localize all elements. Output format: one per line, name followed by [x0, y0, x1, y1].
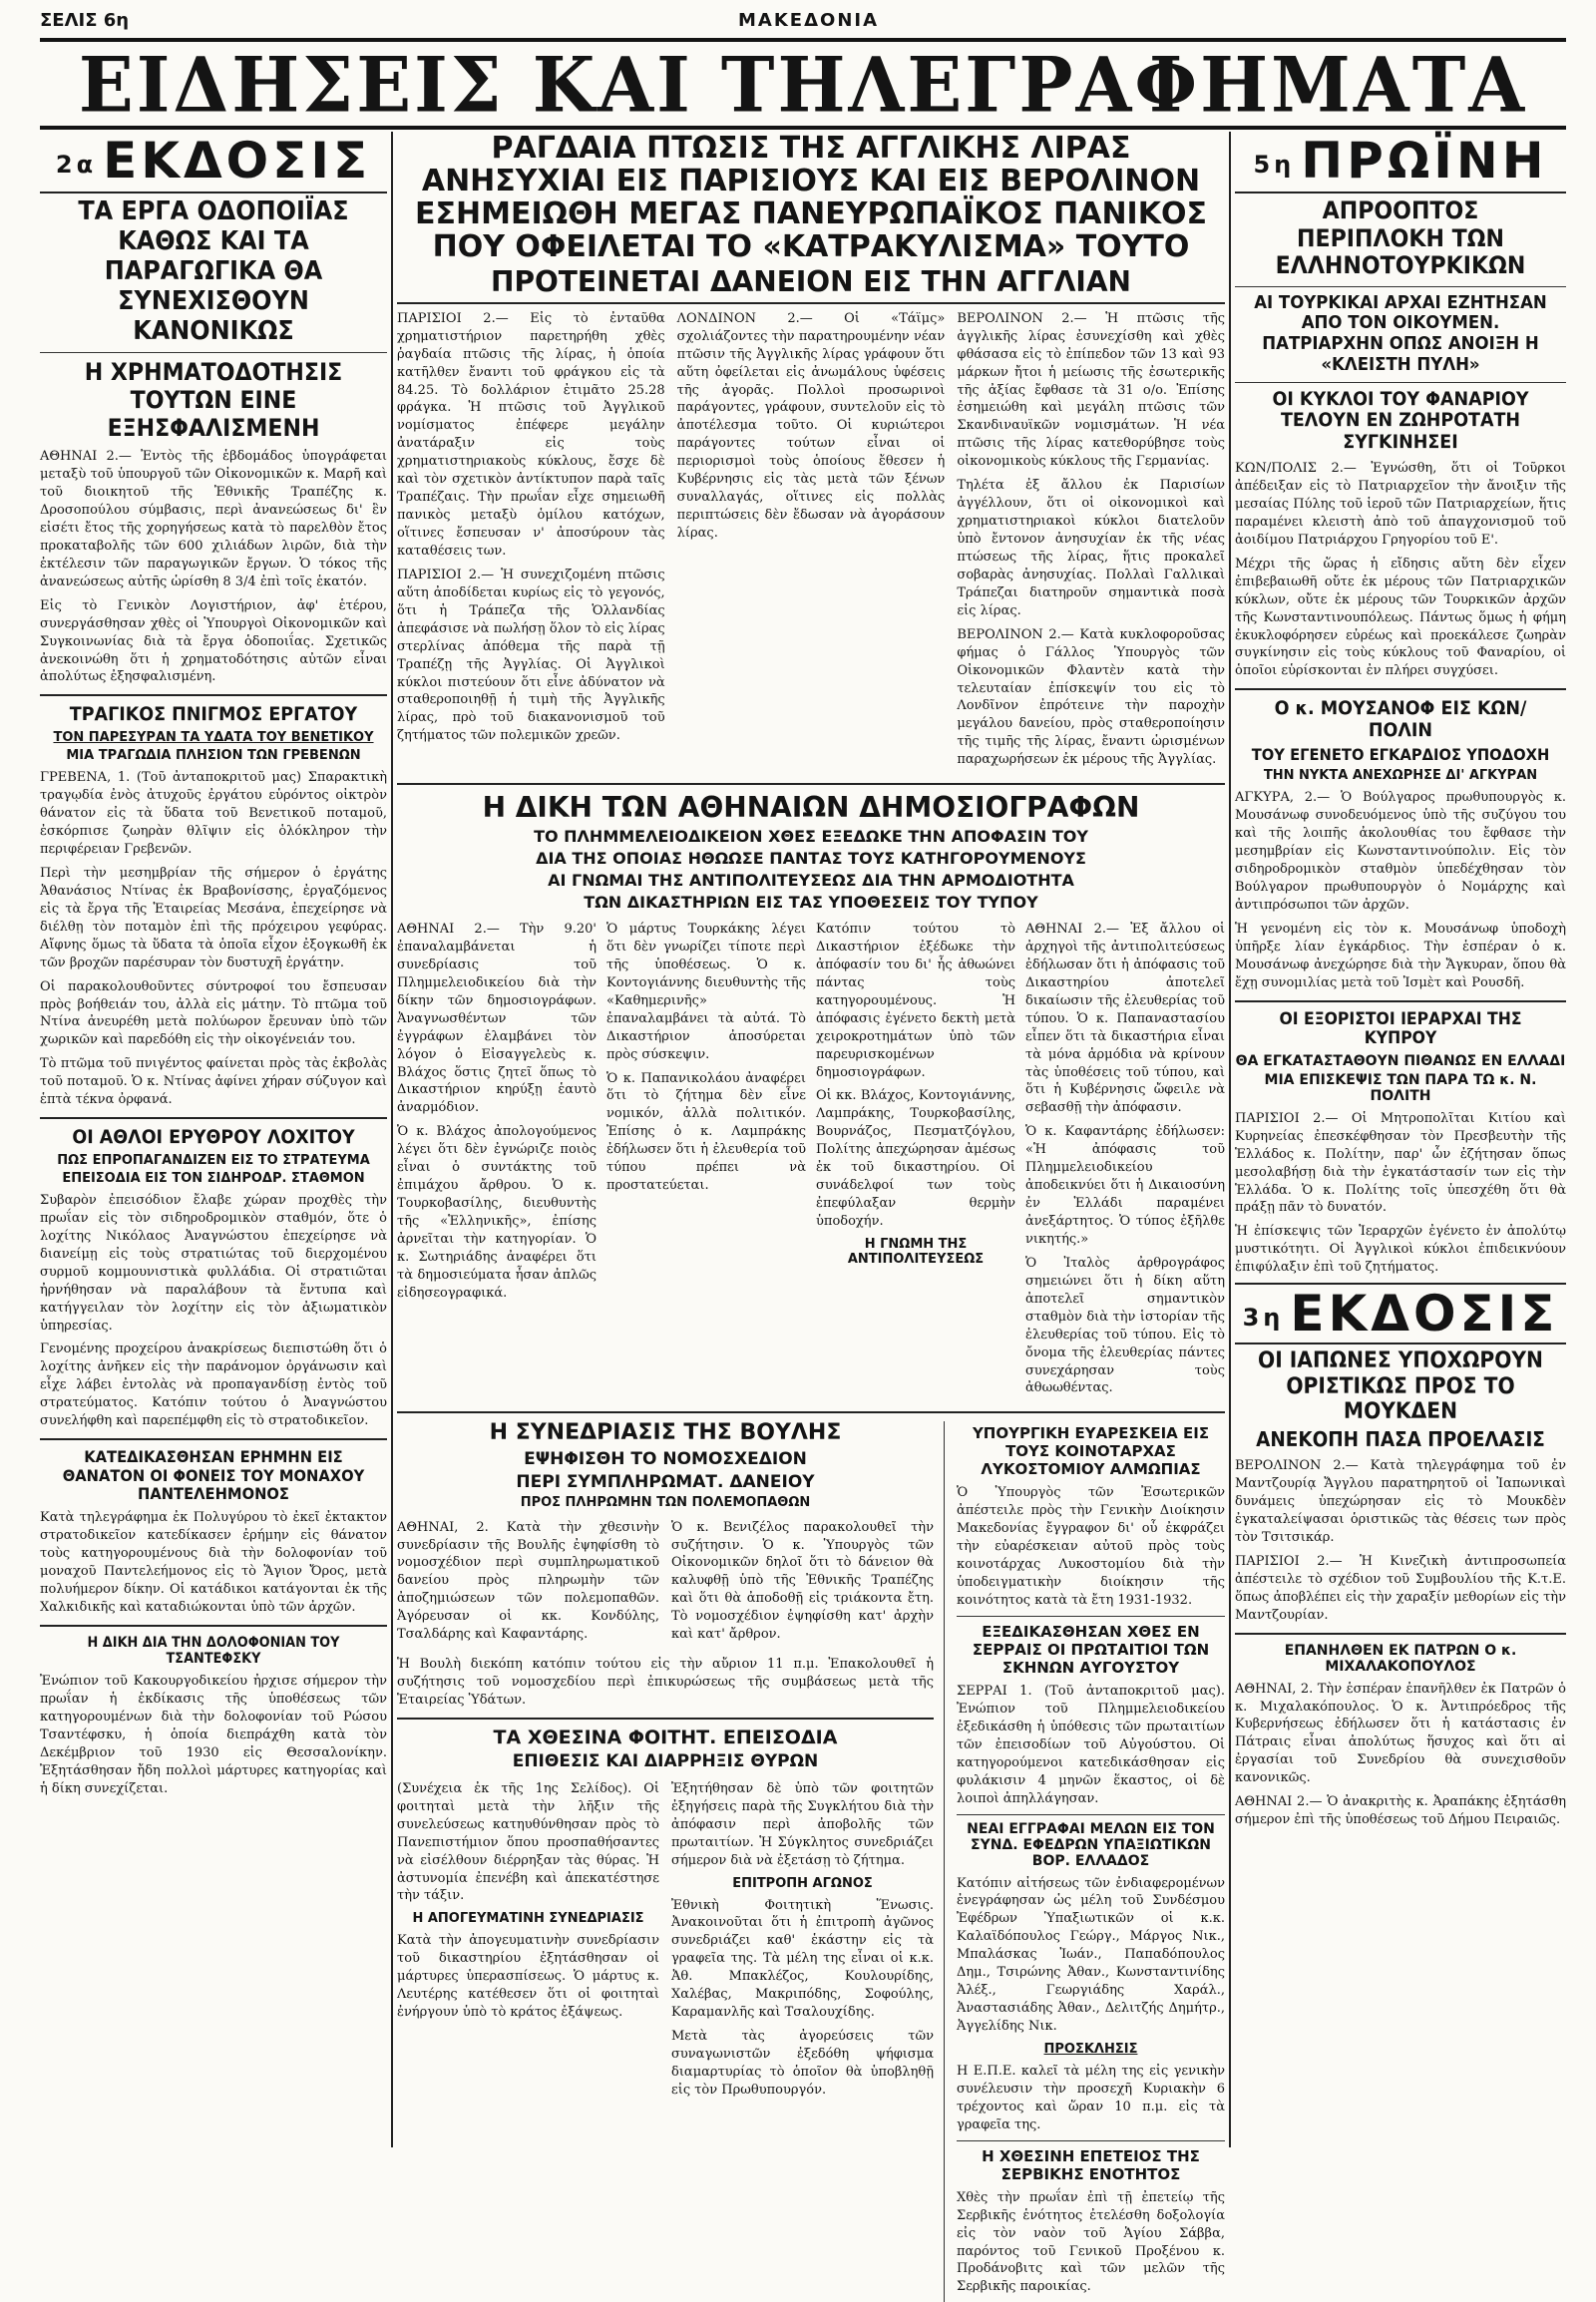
lead-article-p2: ΠΑΡΙΣΙΟΙ 2.— Ἡ συνεχιζομένη πτῶσις αὕτη ἀποδίδεται κυρίως εἰς τὸ γεγονός, ὅτι ἡ Τράπεζα τῆς Ὁλλανδίας ἀπεφάσισε νὰ πωλήσῃ ὅλον τὸ εἰς λίρας στερλίνας ἀπόθεμα τῆς παρὰ τῇ Τραπέζῃ τῆς Ἀγγλίας. Οἱ Ἀγγλικοὶ κύκλοι πιστεύουν ὅτι εἶνε ἀδύνατον νὰ σταθεροποιηθῇ ἡ τιμὴ τῆς Ἀγγλικῆς λίρας, πρὸ τοῦ διακανονισμοῦ τοῦ ζητήματος τῶν πολεμικῶν χρεῶν. [397, 567, 665, 744]
headline-death-sentence: ΚΑΤΕΔΙΚΑΣΘΗΣΑΝ ΕΡΗΜΗΝ ΕΙΣ ΘΑΝΑΤΟΝ ΟΙ ΦΟΝΕΙΣ ΤΟΥ ΜΟΝΑΧΟΥ ΠΑΝΤΕΛΕΗΜΟΝΟΣ [62, 1447, 365, 1503]
headline-japanese: ΟΙ ΙΑΠΩΝΕΣ ΥΠΟΧΩΡΟΥΝ ΟΡΙΣΤΙΚΩΣ ΠΡΟΣ ΤΟ ΜΟΥΚΔΕΝ [1257, 1348, 1544, 1424]
left-column [40, 132, 387, 2147]
students-p3: Κατὰ τὴν ἀπογευματινὴν συνεδρίασιν τοῦ δικαστηρίου ἐξητάσθησαν οἱ μάρτυρες ὑπερασπίσεως. Ὁ μάρτυς κ. Λευτέρης κατέθεσεν ὅτι οἱ φοιτηταὶ ἐνήργουν ὑπὸ τὸ κράτος ἐξάψεως. [397, 1933, 659, 2021]
serres-p1: ΣΕΡΡΑΙ 1. (Τοῦ ἀνταποκριτοῦ μας). Ἐνώπιον τοῦ Πλημμελειοδικείου ἐξεδικάσθη ἡ ὑπόθεσις τῶν πρωταιτίων τῶν ἐπεισοδίων τοῦ Αὐγούστου. Οἱ κατηγορούμενοι κατεδικάσθησαν εἰς φυλάκισιν 4 μηνῶν ἕκαστος, οἱ δὲ λοιποὶ ἀπηλλάγησαν. [957, 1683, 1225, 1806]
subhead-trial-2: ΔΙΑ ΤΗΣ ΟΠΟΙΑΣ ΗΘΩΩΣΕ ΠΑΝΤΑΣ ΤΟΥΣ ΚΑΤΗΓΟΡΟΥΜΕΝΟΥΣ [536, 849, 1086, 869]
headline-michalakopoulos: ΕΠΑΝΗΛΘΕΝ ΕΚ ΠΑΤΡΩΝ Ο κ. ΜΙΧΑΛΑΚΟΠΟΥΛΟΣ [1284, 1642, 1517, 1675]
top-strip [40, 8, 1566, 34]
subhead-mousanov-1: ΤΟΥ ΕΓΕΝΕΤΟ ΕΓΚΑΡΔΙΟΣ ΥΠΟΔΟΧΗ [1251, 745, 1550, 764]
subhead-cyprus-1: ΘΑ ΕΓΚΑΤΑΣΤΑΘΟΥΝ ΠΙΘΑΝΩΣ ΕΝ ΕΛΛΑΔΙ [1235, 1052, 1566, 1069]
lead-headline-5: ΠΡΟΤΕΙΝΕΤΑΙ ΔΑΝΕΙΟΝ ΕΙΣ ΤΗΝ ΑΓΓΛΙΑΝ [491, 265, 1131, 298]
subhead-struggle-committee: ΕΠΙΤΡΟΠΗ ΑΓΩΝΟΣ [732, 1875, 873, 1891]
edition-banner-5 [1235, 132, 1566, 193]
edition-number: 2α [55, 150, 98, 179]
invitation-p1: Η Ε.Π.Ε. καλεῖ τὰ μέλη της εἰς γενικὴν συνέλευσιν τὴν προσεχῆ Κυριακὴν 6 τρέχοντος καὶ ὥραν 10 π.μ. εἰς τὰ γραφεῖα της. [957, 2063, 1225, 2132]
lead-headline-1: ΡΑΓΔΑΙΑ ΠΤΩΣΙΣ ΤΗΣ ΑΓΓΛΙΚΗΣ ΛΙΡΑΣ [491, 131, 1131, 166]
reservists-p1: Κατόπιν αἰτήσεως τῶν ἐνδιαφερομένων ἐνεγράφησαν ὡς μέλη τοῦ Συνδέσμου Ἐφέδρων Ὑπαξιωτικῶν οἱ κ.κ. Καλαϊδόπουλος Γεώργ., Μάργος Νικ., Μπαλάσκας Ἰωάν., Παπαδόπουλος Δημ., Τσιρώνης Ἀθαν., Κωνσταντινίδης Ἀλέξ., Γεωργιάδης Χαράλ., Ἀναστασιάδης Ἀθαν., Δελιτζής Δημήτρ., Ἀγγελίδης Νικ. [957, 1875, 1225, 2035]
headline-drowning: ΤΡΑΓΙΚΟΣ ΠΝΙΓΜΟΣ ΕΡΓΑΤΟΥ [69, 703, 358, 726]
parliament-p3: Ἡ Βουλὴ διεκόπη κατόπιν τούτου εἰς τὴν αὔριον 11 π.μ. Ἐπακολουθεῖ ἡ συζήτησις τοῦ νομοσχεδίου περὶ ἐπικυρώσεως τῆς συμβάσεως μετὰ τῆς Ἑταιρείας Ὑδάτων. [397, 1657, 934, 1709]
lower-center [397, 1421, 1225, 2302]
article-drowning-p3: Οἱ παρακολουθοῦντες σύντροφοί του ἔσπευσαν πρὸς βοήθειάν του, ἀλλὰ εἰς μάτην. Τὸ πτῶμα τοῦ Ντίνα ἀνευρέθη μετὰ πολύωρον ἔρευναν ὑπὸ τῶν χωρικῶν καὶ παρεδόθη εἰς τὴν οἰκογένειάν του. [40, 978, 387, 1048]
praise-p1: Ὁ Ὑπουργὸς τῶν Ἐσωτερικῶν ἀπέστειλε πρὸς τὴν Γενικὴν Διοίκησιν Μακεδονίας ἔγγραφον δι' οὗ ἐκφράζει τὴν εὐαρέσκειαν αὐτοῦ πρὸς τοὺς κοινοτάρχας Λυκοστομίου διὰ τὴν ὑποδειγματικὴν διοίκησιν τῆς κοινότητος κατὰ τὰ ἔτη 1931-1932. [957, 1485, 1225, 1609]
subhead-invitation: ΠΡΟΣΚΛΗΣΙΣ [1043, 2041, 1138, 2057]
headline-cyprus-hierarchs: ΟΙ ΕΞΟΡΙΣΤΟΙ ΙΕΡΑΡΧΑΙ ΤΗΣ ΚΥΠΡΟΥ [1279, 1008, 1522, 1049]
trial-p1: ΑΘΗΝΑΙ 2.— Τὴν 9.20' ἐπαναλαμβάνεται ἡ συνεδρίασις τοῦ Πλημμελειοδικείου διὰ τὴν δίκην τῶν δημοσιογράφων. Ἀναγνωσθέντων τῶν ἐγγράφων ἐλαμβάνει τὸν λόγον ὁ Εἰσαγγελεὺς κ. Βλάχος ὅστις ζητεῖ ὅπως τὸ Δικαστήριον κηρύξῃ ἑαυτὸ ἀναρμόδιον. [397, 922, 597, 1116]
subhead-mousanov-2: ΤΗΝ ΝΥΚΤΑ ΑΝΕΧΩΡΗΣΕ ΔΙ' ΑΓΚΥΡΑΝ [1263, 768, 1538, 784]
mousanov-p1: ΑΓΚΥΡΑ, 2.— Ὁ Βούλγαρος πρωθυπουργὸς κ. Μουσάνωφ συνοδευόμενος ὑπὸ τῆς συζύγου του καὶ τῆς λοιπῆς ἀκολουθίας του ἔφθασε τὴν μεσημβρίαν εἰς Κωνσταντινούπολιν. Εἰς τὸν σιδηροδρομικὸν σταθμὸν ὑπεδέχθησαν τὸν Βούλγαρον πρωθυπουργὸν ὁ Νομάρχης καὶ ἀντιπρόσωποι τῶν ἀρχῶν. [1235, 790, 1566, 914]
lead-article-p3: ΛΟΝΔΙΝΟΝ 2.— Οἱ «Τάϊμς» σχολιάζοντες τὴν παρατηρουμένην νέαν πτῶσιν τῆς Ἀγγλικῆς λίρας γράφουν ὅτι αὕτη ὀφείλεται εἰς ἀνωμάλους ὑφέσεις τῆς ἀγορᾶς. Πολλοὶ προσωρινοὶ παράγοντες, γράφουν, συντελοῦν εἰς τὸ ἀποτέλεσμα τοῦτο. Οἱ κυριώτεροι παράγοντες τούτων εἶναι οἱ περιορισμοὶ τοὺς ὁποίους ἔθεσεν ἡ Κυβέρνησις εἰς τὰς μετὰ τῶν ξένων συναλλαγάς, οἵτινες εἰς πολλὰς περιπτώσεις δὲν ἔδωσαν νὰ ἀγοράσουν λίρας. [676, 310, 946, 542]
subhead-parliament-2: ΠΕΡΙ ΣΥΜΠΛΗΡΩΜΑΤ. ΔΑΝΕΙΟΥ [516, 1471, 815, 1492]
headline-greek-turkish: ΑΠΡΟΟΠΤΟΣ ΠΕΡΙΠΛΟΚΗ ΤΩΝ ΕΛΛΗΝΟΤΟΥΡΚΙΚΩΝ [1275, 196, 1526, 280]
subhead-red-sergeant-2: ΕΠΕΙΣΟΔΙΑ ΕΙΣ ΤΟΝ ΣΙΔΗΡΟΔΡ. ΣΤΑΘΜΟΝ [62, 1170, 365, 1186]
lead-article-p5: Τηλέτα ἐξ ἄλλου ἐκ Παρισίων ἀγγέλλουν, ὅτι οἱ οἰκονομικοὶ καὶ χρηματιστηριακοὶ κύκλοι διατελοῦν ὑπὸ ἔντονον ἀνησυχίαν ἐκ τῆς νέας πτώσεως τῆς λίρας, ἥτις προκαλεῖ σοβαρὰς ἀνησυχίας. Πολλαὶ Γαλλικαὶ Τράπεζαι διατηροῦν σημαντικὰ ποσὰ εἰς λίρας. [957, 478, 1226, 618]
michalakopoulos-p2: ΑΘΗΝΑΙ 2.— Ὁ ἀνακριτὴς κ. Ἀραπάκης ἐξητάσθη σήμερον ἐπὶ τῆς ὑποθέσεως τοῦ Δήμου Πειραιῶς. [1235, 1794, 1566, 1828]
trial-p3: Ὁ μάρτυς Τουρκάκης λέγει ὅτι δὲν γνωρίζει τίποτε περὶ τῆς ὑποθέσεως. Ὁ κ. Κοντογιάννης διευθυντὴς τῆς «Καθημερινῆς» ἐπαναλαμβάνει τὰ αὐτά. Τὸ Δικαστήριον ἀποσύρεται πρὸς σύσκεψιν. [606, 922, 806, 1062]
patriarch-p1: ΚΩΝ/ΠΟΛΙΣ 2.— Ἐγνώσθη, ὅτι οἱ Τοῦρκοι ἀπέδειξαν εἰς τὸ Πατριαρχεῖον τὴν ἄνοιξιν τῆς μεσαίας Πύλης τοῦ ἱεροῦ τῶν Πατριαρχείων, ἥτις παραμένει κλειστὴ ἀπὸ τοῦ ἀπαγχονισμοῦ τοῦ ἀοιδίμου Πατριάρχου Γρηγορίου τοῦ Ε'. [1235, 461, 1566, 548]
parliament-p1: ΑΘΗΝΑΙ, 2. Κατὰ τὴν χθεσινὴν συνεδρίασιν τῆς Βουλῆς ἐψηφίσθη τὸ νομοσχέδιον περὶ συμπληρωματικοῦ δανείου πρὸς πληρωμὴν τῶν ἀποζημιώσεων τῶν πολεμοπαθῶν. Ἀγόρευσαν οἱ κκ. Κονδύλης, Τσαλδάρης καὶ Καφαντάρης. [397, 1519, 659, 1643]
article-road-p1: ΑΘΗΝΑΙ 2.— Ἐντὸς τῆς ἑβδομάδος ὑπογράφεται μεταξὺ τοῦ ὑπουργοῦ τῶν Οἰκονομικῶν κ. Μαρῆ καὶ τοῦ διοικητοῦ τῆς Ἐθνικῆς Τραπέζης κ. Δροσοπούλου σύμβασις, περὶ ἀνανεώσεως δι' ἓν εἰσέτι ἔτος τῆς χορηγήσεως κατὰ τὸ παρελθὸν ἔτος προκαταβολῆς τῶν 600 χιλιάδων λιρῶν, διὰ τὴν ἐκτέλεσιν τῶν παραγωγικῶν ἔργων. Ὁ τόκος τῆς ἀνανεώσεως αὐτῆς ὡρίσθη 8 3/4 ἐπὶ τοῖς ἑκατόν. [40, 449, 387, 589]
subhead-cyprus-2: ΜΙΑ ΕΠΙΣΚΕΨΙΣ ΤΩΝ ΠΑΡΑ ΤΩ κ. Ν. ΠΟΛΙΤΗ [1264, 1071, 1537, 1104]
masthead [40, 38, 1566, 130]
lead-headline-block [397, 132, 1225, 304]
article-red-sergeant-p1: Συβαρὸν ἐπεισόδιον ἔλαβε χώραν προχθὲς τὴν πρωΐαν εἰς τὸν σιδηροδρομικὸν σταθμόν, ὅτε ὁ λοχίτης Νικόλαος Ἀναγνώστου ἐπεχείρησε νὰ διανείμῃ εἰς τοὺς στρατιώτας τοῦ διερχομένου συρμοῦ κομμουνιστικὰ φυλλάδια. Οἱ στρατιῶται ἠρνήθησαν νὰ παραλάβουν τὰ ἔντυπα καὶ κατήγγειλαν τὸν λοχίτην εἰς τὸν ἀξιωματικὸν ὑπηρεσίας. [40, 1192, 387, 1334]
edition-banner-2 [40, 132, 387, 193]
headline-road-works: ΤΑ ΕΡΓΑ ΟΔΟΠΟΙΪΑΣ ΚΑΘΩΣ ΚΑΙ ΤΑ ΠΑΡΑΓΩΓΙΚΑ ΘΑ ΣΥΝΕΧΙΣΘΟΥΝ ΚΑΝΟΝΙΚΩΣ [78, 196, 349, 346]
subhead-drowning-2: ΜΙΑ ΤΡΑΓΩΔΙΑ ΠΛΗΣΙΟΝ ΤΩΝ ΓΡΕΒΕΝΩΝ [66, 748, 361, 764]
subhead-opposition: Η ΓΝΩΜΗ ΤΗΣ ΑΝΤΙΠΟΛΙΤΕΥΣΕΩΣ [847, 1236, 985, 1267]
subhead-patriarch: ΑΙ ΤΟΥΡΚΙΚΑΙ ΑΡΧΑΙ ΕΖΗΤΗΣΑΝ ΑΠΟ ΤΟΝ ΟΙΚΟΥΜΕΝ. ΠΑΤΡΙΑΡΧΗΝ ΟΠΩΣ ΑΝΟΙΞΗ Η «ΚΛΕΙΣΤΗ ΠΥΛΗ» [1254, 291, 1547, 375]
headline-serres-trial: ΕΞΕΔΙΚΑΣΘΗΣΑΝ ΧΘΕΣ ΕΝ ΣΕΡΡΑΙΣ ΟΙ ΠΡΩΤΑΙΤΙΟΙ ΤΩΝ ΣΚΗΝΩΝ ΑΥΓΟΥΣΤΟΥ [972, 1622, 1210, 1677]
lead-headline-3: ΕΣΗΜΕΙΩΘΗ ΜΕΓΑΣ ΠΑΝΕΥΡΩΠΑΪΚΟΣ ΠΑΝΙΚΟΣ [415, 196, 1207, 231]
article-drowning-p4: Τὸ πτῶμα τοῦ πνιγέντος φαίνεται πρὸς τὰς ἐκβολὰς τοῦ ποταμοῦ. Ὁ κ. Ντίνας ἀφίνει χήραν σύζυγον καὶ ἑπτὰ τέκνα ὀρφανά. [40, 1056, 387, 1108]
trial-p8: Ὁ κ. Καφαντάρης ἐδήλωσεν: «Ἡ ἀπόφασις τοῦ Πλημμελειοδικείου ἀποδεικνύει ὅτι ἡ Δικαιοσύνη ἐν Ἑλλάδι παραμένει ἀνεξάρτητος. Ὁ τύπος ἐξῆλθε νικητής.» [1025, 1124, 1225, 1247]
headline-financing: Η ΧΡΗΜΑΤΟΔΟΤΗΣΙΣ ΤΟΥΤΩΝ ΕΙΝΕ ΕΞΗΣΦΑΛΙΣΜΕΝΗ [84, 358, 343, 442]
lead-article-p1: ΠΑΡΙΣΙΟΙ 2.— Εἰς τὸ ἐνταῦθα χρηματιστήριον παρετηρήθη χθὲς ῥαγδαία πτῶσις τῆς λίρας, ἡ ὁποία κατῆλθεν ἔναντι τοῦ φράγκου εἰς τὰ 84.25. Τὸ δολλάριον ἐτιμᾶτο 25.28 φράγκα. Ἡ πτῶσις τοῦ Ἀγγλικοῦ νομίσματος ἐπέφερε μεγάλην ἀνατάραξιν εἰς τοὺς χρηματιστηριακοὺς κύκλους, ἔσχε δὲ καὶ τὸν σχετικὸν ἀντίκτυπον παρὰ ταῖς Τραπέζαις. Τὴν πρωΐαν εἶχε σημειωθῆ πανικὸς μεταξὺ ὁμίλου κατόχων, οἵτινες ἔσπευσαν ν' ἀποσύρουν τὰς καταθέσεις των. [397, 310, 665, 559]
subhead-japanese: ΑΝΕΚΟΠΗ ΠΑΣΑ ΠΡΟΕΛΑΣΙΣ [1256, 1427, 1545, 1452]
subhead-parliament-1: ΕΨΗΦΙΣΘΗ ΤΟ ΝΟΜΟΣΧΕΔΙΟΝ [524, 1448, 807, 1469]
patriarch-p2: Μέχρι τῆς ὥρας ἡ εἴδησις αὕτη δὲν εἶχεν ἐπιβεβαιωθῆ οὔτε ἐκ μέρους τῶν Πατριαρχικῶν κύκλων, οὔτε ἐκ μέρους τῶν Τουρκικῶν ἀρχῶν τῆς Κωνσταντινουπόλεως. Πάντως ὅμως ἡ φήμη ἐκυκλοφόρησεν εὐρέως καὶ προεκάλεσε ζωηρὰν συγκίνησιν εἰς τοὺς κύκλους τοῦ Φαναρίου, οἱ ὁποῖοι εὑρίσκονται ἐν πλήρει συγχύσει. [1235, 556, 1566, 679]
students-p1: (Συνέχεια ἐκ τῆς 1ης Σελίδος). Οἱ φοιτηταὶ μετὰ τὴν λῆξιν τῆς συνελεύσεως κατηυθύνθησαν πρὸς τὸ Πανεπιστήμιον ὅπου προσπαθήσαντες νὰ εἰσέλθουν διέρρηξαν τὰς θύρας. Ἡ ἀστυνομία ἐπενέβη καὶ ἀπεκατέστησε τὴν τάξιν. [397, 1780, 659, 1904]
michalakopoulos-p1: ΑΘΗΝΑΙ, 2. Τὴν ἑσπέραν ἐπανῆλθεν ἐκ Πατρῶν ὁ κ. Μιχαλακόπουλος. Ὁ κ. Ἀντιπρόεδρος τῆς Κυβερνήσεως ἐδήλωσεν ὅτι ἡ κατάστασις ἐν Πάτραις εἶναι ἀπολύτως ἥσυχος καὶ ὅτι αἱ ἐργασίαι τοῦ Συνεδρίου θὰ συνεχισθοῦν κανονικῶς. [1235, 1681, 1566, 1786]
edition-3-number: 3η [1242, 1303, 1285, 1332]
article-death-sentence: Κατὰ τηλεγράφημα ἐκ Πολυγύρου τὸ ἐκεῖ ἐκτακτον στρατοδικεῖον κατεδίκασεν ἐρήμην εἰς θάνατον τοὺς κατηγορουμένους διὰ τὴν δολοφονίαν τοῦ μοναχοῦ Παντελεήμονος εἰς τὸ Ἅγιον Ὄρος, μετὰ πολυήμερον δίκην. Οἱ κατάδικοι κατάγονται ἐκ τῆς Χαλκιδικῆς καὶ καταδιώκονται ὑπὸ τῶν ἀρχῶν. [40, 1510, 387, 1616]
subhead-afternoon-session: Η ΑΠΟΓΕΥΜΑΤΙΝΗ ΣΥΝΕΔΡΙΑΣΙΣ [412, 1911, 644, 1927]
headline-murder-trial: Η ΔΙΚΗ ΔΙΑ ΤΗΝ ΔΟΛΟΦΟΝΙΑΝ ΤΟΥ ΤΣΑΝΤΕΦΣΚΥ [87, 1634, 340, 1668]
paper-name: ΜΑΚΕΔΟΝΙΑ [738, 10, 880, 31]
headline-reservists: ΝΕΑΙ ΕΓΓΡΑΦΑΙ ΜΕΛΩΝ ΕΙΣ ΤΟΝ ΣΥΝΔ. ΕΦΕΔΡΩΝ ΥΠΑΞΙΩΤΙΚΩΝ ΒΟΡ. ΕΛΛΑΔΟΣ [967, 1820, 1215, 1869]
center-column [397, 131, 1226, 2295]
trial-p7: ΑΘΗΝΑΙ 2.— Ἐξ ἄλλου οἱ ἀρχηγοὶ τῆς ἀντιπολιτεύσεως ἐδήλωσαν ὅτι ἡ ἀπόφασις τοῦ Δικαστηρίου ἀποτελεῖ δικαίωσιν τῆς ἐλευθερίας τοῦ τύπου. Ὁ κ. Παπαναστασίου εἶπεν ὅτι τὰ δικαστήρια εἶναι τὰ μόνα ἁρμόδια νὰ κρίνουν τὰς ὑποθέσεις τοῦ τύπου, καὶ ὅτι ἡ Κυβέρνησις ὤφειλε νὰ σεβασθῇ τὴν ἀπόφασιν. [1025, 922, 1225, 1116]
trial-p6: Οἱ κκ. Βλάχος, Κοντογιάννης, Λαμπράκης, Τουρκοβασίλης, Βουρνάζος, Πεσματζόγλου, Πολίτης ἀπεχώρησαν ἀμέσως ἐκ τοῦ δικαστηρίου. Οἱ συνάδελφοί των τοὺς ἐπεφύλαξαν θερμὴν ὑποδοχήν. [816, 1088, 1015, 1230]
japanese-p2: ΠΑΡΙΣΙΟΙ 2.— Ἡ Κινεζικὴ ἀντιπροσωπεία ἀπέστειλε τὸ σχέδιον τοῦ Συμβουλίου τῆς Κ.τ.Ε. ὅπως ἀποβλέπει εἰς τὴν χαραξίν μεθορίων εἰς τὴν Μαντζουρίαν. [1235, 1553, 1566, 1623]
edition-5-word: ΠΡΩΪΝΗ [1301, 132, 1548, 190]
subhead-trial-1: ΤΟ ΠΛΗΜΜΕΛΕΙΟΔΙΚΕΙΟΝ ΧΘΕΣ ΕΞΕΔΩΚΕ ΤΗΝ ΑΠΟΦΑΣΙΝ ΤΟΥ [534, 827, 1088, 847]
column-divider-right [1229, 132, 1231, 2147]
committee-p1: Ἐθνικὴ Φοιτητικὴ Ἕνωσις. Ἀνακοινοῦται ὅτι ἡ ἐπιτροπὴ ἀγῶνος συνεδριάζει καθ' ἑκάστην εἰς τὰ γραφεῖα της. Τὰ μέλη της εἶναι οἱ κ.κ. Ἀθ. Μπακλέζος, Κουλουρίδης, Χαλέβας, Μακριπόδης, Σοφούλης, Καραμανλῆς καὶ Τσαλουχίδης. [671, 1897, 934, 2021]
subhead-drowning-1: ΤΟΝ ΠΑΡΕΣΥΡΑΝ ΤΑ ΥΔΑΤΑ ΤΟΥ ΒΕΝΕΤΙΚΟΥ [53, 730, 374, 746]
headline-journalists-trial: Η ΔΙΚΗ ΤΩΝ ΑΘΗΝΑΙΩΝ ΔΗΜΟΣΙΟΓΡΑΦΩΝ [482, 791, 1140, 825]
trial-p9: Ὁ Ἰταλὸς ἀρθρογράφος σημειώνει ὅτι ἡ δίκη αὕτη ἀποτελεῖ σημαντικὸν σταθμὸν διὰ τὴν ἱστορίαν τῆς ἐλευθερίας τοῦ τύπου. Εἰς τὸ ὄνομα τῆς ἐλευθερίας πάντες συνεχάρησαν τοὺς ἀθωωθέντας. [1025, 1255, 1225, 1396]
article-drowning-p2: Περὶ τὴν μεσημβρίαν τῆς σήμερον ὁ ἐργάτης Ἀθανάσιος Ντίνας ἐκ Βραβονίσσης, ἐργαζόμενος εἰς τὰ ἔργα τῆς Ἑταιρείας Μεσάνα, ἐπεχείρησε νὰ διέλθῃ τὸν ποταμὸν ἐπὶ τῆς πρόχειρου γεφύρας. Αἴφνης ὅμως τὰ ὕδατα τὰ ὁποῖα εἶχον ἐξογκωθῆ ἐκ τῶν βροχῶν παρέσυραν τὸν δυστυχῆ ἐργάτην. [40, 865, 387, 970]
japanese-p1: ΒΕΡΟΛΙΝΟΝ 2.— Κατὰ τηλεγράφημα τοῦ ἐν Μαντζουρίᾳ Ἄγγλου παρατηρητοῦ οἱ Ἰαπωνικαὶ δυνάμεις ὑπεχώρησαν εἰς τὸ Μουκδὲν ἐγκαταλείψασαι ὁριστικῶς τὰς θέσεις των πρὸς τὸν Τσιτσικάρ. [1235, 1458, 1566, 1545]
column-divider-left [391, 132, 393, 2147]
headline-red-sergeant: ΟΙ ΑΘΛΟΙ ΕΡΥΘΡΟΥ ΛΟΧΙΤΟΥ [72, 1126, 355, 1149]
cyprus-p2: Ἡ ἐπίσκεψις τῶν Ἱεραρχῶν ἐγένετο ἐν ἀπολύτῳ μυστικότητι. Οἱ Ἀγγλικοὶ κύκλοι ἐπιδεικνύουν ἐπιφύλαξιν ἐπὶ τοῦ ζητήματος. [1235, 1224, 1566, 1276]
headline-student-incidents: ΤΑ ΧΘΕΣΙΝΑ ΦΟΙΤΗΤ. ΕΠΕΙΣΟΔΙΑ [493, 1726, 838, 1748]
headline-parliament: Η ΣΥΝΕΔΡΙΑΣΙΣ ΤΗΣ ΒΟΥΛΗΣ [489, 1420, 842, 1446]
subhead-trial-3: ΑΙ ΓΝΩΜΑΙ ΤΗΣ ΑΝΤΙΠΟΛΙΤΕΥΣΕΩΣ ΔΙΑ ΤΗΝ ΑΡΜΟΔΙΟΤΗΤΑ [548, 871, 1074, 891]
journalists-trial-block [397, 793, 1225, 1403]
subhead-fanari: ΟΙ ΚΥΚΛΟΙ ΤΟΥ ΦΑΝΑΡΙΟΥ ΤΕΛΟΥΝ ΕΝ ΖΩΗΡΟΤΑΤΗ ΣΥΓΚΙΝΗΣΕΙ [1272, 387, 1529, 454]
lead-article-p4: ΒΕΡΟΛΙΝΟΝ 2.— Ἡ πτῶσις τῆς ἀγγλικῆς λίρας ἐσυνεχίσθη καὶ χθὲς φθάσασα εἰς τὸ ἐπίπεδον τῶν 13 καὶ 93 μάρκων ἤτοι ἡ μείωσις τῆς ἐσωτερικῆς τῆς ἀξίας ἔφθασε τὰ 31 ο/ο. Ἐπίσης ἐσημειώθη καὶ μεγάλη πτῶσις τῶν Σκανδιναυϊκῶν νομισμάτων. Ἡ νέα πτῶσις τῆς λίρας κατεθορύβησε τοὺς οἰκονομικοὺς κύκλους τῆς Γερμανίας. [957, 310, 1226, 470]
trial-p2: Ὁ κ. Βλάχος ἀπολογούμενος λέγει ὅτι δὲν ἐγνώριζε ποιὸς εἶναι ὁ συντάκτης τοῦ ἐπιμάχου ἄρθρου. Ὁ κ. Τουρκοβασίλης, διευθυντὴς τῆς «Ἑλληνικῆς», ἐπίσης ἀρνεῖται τὴν κατηγορίαν. Ὁ κ. Σωτηριάδης ἀναφέρει ὅτι τὰ δημοσιεύματα ἦσαν ἀπλῶς εἰδησεογραφικά. [397, 1124, 597, 1301]
lead-article-p6: ΒΕΡΟΛΙΝΟΝ 2.— Κατὰ κυκλοφοροῦσας φήμας ὁ Γάλλος Ὑπουργὸς τῶν Οἰκονομικῶν Φλαντὲν κατὰ τὴν τελευταίαν ἐπίσκεψίν του εἰς τὸ Λονδῖνον ἐπρότεινε τὴν παροχὴν μεγάλου δανείου, πρὸς σταθεροποίησιν τῆς τιμῆς τῆς λίρας, ἔναντι ὡρισμένων παραχωρήσεων ἐκ μέρους τῆς Ἀγγλίας. [957, 626, 1226, 768]
article-road-p2: Εἰς τὸ Γενικὸν Λογιστήριον, ἀφ' ἑτέρου, συνεργάσθησαν χθὲς οἱ Ὑπουργοὶ Οἰκονομικῶν καὶ Συγκοινωνίας διὰ τὰ ἔργα ὁδοποιΐας. Σχετικῶς ἀνεκοινώθη ὅτι ἡ χρηματοδότησις αὐτῶν εἶναι ἀπολύτως ἐξησφαλισμένη. [40, 597, 387, 685]
article-murder-trial: Ἐνώπιον τοῦ Κακουργοδικείου ἠρχισε σήμερον τὴν πρωΐαν ἡ ἐκδίκασις τῆς ὑποθέσεως τῶν κατηγορουμένων διὰ τὴν δολοφονίαν τοῦ Ρώσου Τσαντέφσκυ, ἡ ὁποία διεπράχθη κατὰ τὸν Δεκέμβριον τοῦ 1930 εἰς Θεσσαλονίκην. Ἐξητάσθησαν ἤδη πολλοὶ μάρτυρες κατηγορίας καὶ ἡ δίκη συνεχίζεται. [40, 1674, 387, 1796]
lead-headline-4: ΠΟΥ ΟΦΕΙΛΕΤΑΙ ΤΟ «ΚΑΤΡΑΚΥΛΙΣΜΑ» ΤΟΥΤΟ [432, 229, 1190, 264]
students-p2: Ἐξητήθησαν δὲ ὑπὸ τῶν φοιτητῶν ἐξηγήσεις παρὰ τῆς Συγκλήτου διὰ τὴν ἀπόφασιν περὶ ἀποβολῆς τῶν πρωταιτίων. Ἡ Σύγκλητος συνεδριάζει σήμερον διὰ νὰ ἐξετάσῃ τὸ ζήτημα. [671, 1780, 934, 1868]
subhead-trial-4: ΤΩΝ ΔΙΚΑΣΤΗΡΙΩΝ ΕΙΣ ΤΑΣ ΥΠΟΘΕΣΕΙΣ ΤΟΥ ΤΥΠΟΥ [584, 893, 1038, 913]
trial-p5: Κατόπιν τούτου τὸ Δικαστήριον ἐξέδωκε τὴν ἀπόφασίν του δι' ἧς ἀθωώνει πάντας τοὺς κατηγορουμένους. Ἡ ἀπόφασις ἐγένετο δεκτὴ μετὰ χειροκροτημάτων ὑπὸ τῶν παρευρισκομένων δημοσιογράφων. [816, 922, 1015, 1080]
edition-3-word: ΕΚΔΟΣΙΣ [1290, 1285, 1559, 1343]
mousanov-p2: Ἡ γενομένη εἰς τὸν κ. Μουσάνωφ ὑποδοχὴ ὑπῆρξε λίαν ἐγκάρδιος. Τὴν ἑσπέραν ὁ κ. Μουσάνωφ ἀνεχώρησε διὰ τὴν Ἄγκυραν, ὅπου θὰ ἔχῃ συνομιλίας μετὰ τοῦ Ἰσμὲτ καὶ Ρουσδῆ. [1235, 921, 1566, 990]
page-label: ΣΕΛΙΣ 6η [40, 10, 130, 31]
headline-ministerial-praise: ΥΠΟΥΡΓΙΚΗ ΕΥΑΡΕΣΚΕΙΑ ΕΙΣ ΤΟΥΣ ΚΟΙΝΟΤΑΡΧΑΣ ΛΥΚΟΣΤΟΜΙΟΥ ΑΛΜΩΠΙΑΣ [972, 1424, 1210, 1479]
subhead-red-sergeant-1: ΠΩΣ ΕΠΡΟΠΑΓΑΝΔΙΖΕΝ ΕΙΣ ΤΟ ΣΤΡΑΤΕΥΜΑ [57, 1152, 370, 1168]
right-column [1235, 132, 1566, 2147]
article-red-sergeant-p2: Γενομένης προχείρου ἀνακρίσεως διεπιστώθη ὅτι ὁ λοχίτης ἀνῆκεν εἰς τὴν παράνομον ὀργάνωσιν καὶ εἶχε λάβει ἐντολὰς νὰ προπαγανδίσῃ ἐντὸς τοῦ στρατεύματος. Κατόπιν τούτου ὁ Ἀναγνώστου συνελήφθη καὶ παρεπέμφθη εἰς τὸ στρατοδικεῖον. [40, 1342, 387, 1429]
masthead-title: ΕΙΔΗΣΕΙΣ ΚΑΙ ΤΗΛΕΓΡΑΦΗΜΑΤΑ [78, 39, 1528, 129]
headline-serbian-anniversary: Η ΧΘΕΣΙΝΗ ΕΠΕΤΕΙΟΣ ΤΗΣ ΣΕΡΒΙΚΗΣ ΕΝΟΤΗΤΟΣ [982, 2146, 1200, 2183]
parliament-p2: Ὁ κ. Βενιζέλος παρακολουθεῖ τὴν συζήτησιν. Ὁ κ. Ὑπουργὸς τῶν Οἰκονομικῶν δηλοῖ ὅτι τὸ δάνειον θὰ καλυφθῇ ὑπὸ τῆς Ἐθνικῆς Τραπέζης καὶ ὅτι θὰ ἀποδοθῇ εἰς τριάκοντα ἔτη. Τὸ νομοσχέδιον ἐψηφίσθη κατ' ἀρχὴν καὶ κατ' ἄρθρον. [671, 1519, 934, 1643]
subhead-parliament-3: ΠΡΟΣ ΠΛΗΡΩΜΗΝ ΤΩΝ ΠΟΛΕΜΟΠΑΘΩΝ [520, 1494, 811, 1510]
lead-headline-2: ΑΝΗΣΥΧΙΑΙ ΕΙΣ ΠΑΡΙΣΙΟΥΣ ΚΑΙ ΕΙΣ ΒΕΡΟΛΙΝΟΝ [421, 164, 1201, 198]
subhead-student-incidents: ΕΠΙΘΕΣΙΣ ΚΑΙ ΔΙΑΡΡΗΞΙΣ ΘΥΡΩΝ [512, 1750, 819, 1771]
serbian-p1: Χθὲς τὴν πρωΐαν ἐπὶ τῇ ἐπετείῳ τῆς Σερβικῆς ἑνότητος ἐτελέσθη δοξολογία εἰς τὸν ναὸν τοῦ Ἁγίου Σάββα, παρόντος τοῦ Γενικοῦ Προξένου κ. Προδάνοβιτς καὶ τῶν μελῶν τῆς Σερβικῆς παροικίας. [957, 2189, 1225, 2295]
edition-5-number: 5η [1253, 150, 1296, 179]
lead-article [397, 304, 1225, 775]
edition-banner-3 [1235, 1283, 1566, 1344]
committee-p2: Μετὰ τὰς ἀγορεύσεις τῶν συναγωνιστῶν ἐξεδόθη ψήφισμα διαμαρτυρίας τὸ ὁποῖον θὰ ὑποβληθῇ εἰς τὸν Πρωθυπουργόν. [671, 2029, 934, 2098]
trial-p4: Ὁ κ. Παπανικολάου ἀναφέρει ὅτι τὸ ζήτημα δὲν εἶνε νομικόν, ἀλλὰ πολιτικόν. Ἐπίσης ὁ κ. Λαμπράκης ἐδήλωσεν ὅτι ἡ ἐλευθερία τοῦ τύπου πρέπει νὰ προστατεύεται. [606, 1070, 806, 1194]
headline-mousanov: Ο κ. ΜΟΥΣΑΝΟΦ ΕΙΣ ΚΩΝ/ΠΟΛΙΝ [1274, 697, 1527, 742]
cyprus-p1: ΠΑΡΙΣΙΟΙ 2.— Οἱ Μητροπολῖται Κιτίου καὶ Κυρηνείας ἐπεσκέφθησαν τὸν Πρεσβευτὴν τῆς Ἑλλάδος κ. Πολίτην, παρ' ὧν ἐζήτησαν ὅπως μεσολαβήσῃ διὰ τὴν ἐγκατάστασίν των εἰς τὴν Ἑλλάδα. Ὁ κ. Πολίτης τοῖς ὑπεσχέθη ὅτι θὰ πράξῃ πᾶν τὸ δυνατόν. [1235, 1110, 1566, 1216]
article-drowning-p1: ΓΡΕΒΕΝΑ, 1. (Τοῦ ἀνταποκριτοῦ μας) Σπαρακτικὴ τραγῳδία ἐνὸς ἀτυχοῦς ἐργάτου εὑρόντος οἰκτρὸν θάνατον εἰς τὰ ὕδατα τοῦ Βενετικοῦ ποταμοῦ, ἐσκόρπισε ζωηρὰν θλῖψιν εἰς ὁλόκληρον τὴν περιφέρειαν Γρεβενῶν. [40, 770, 387, 858]
edition-word: ΕΚΔΟΣΙΣ [103, 132, 372, 190]
